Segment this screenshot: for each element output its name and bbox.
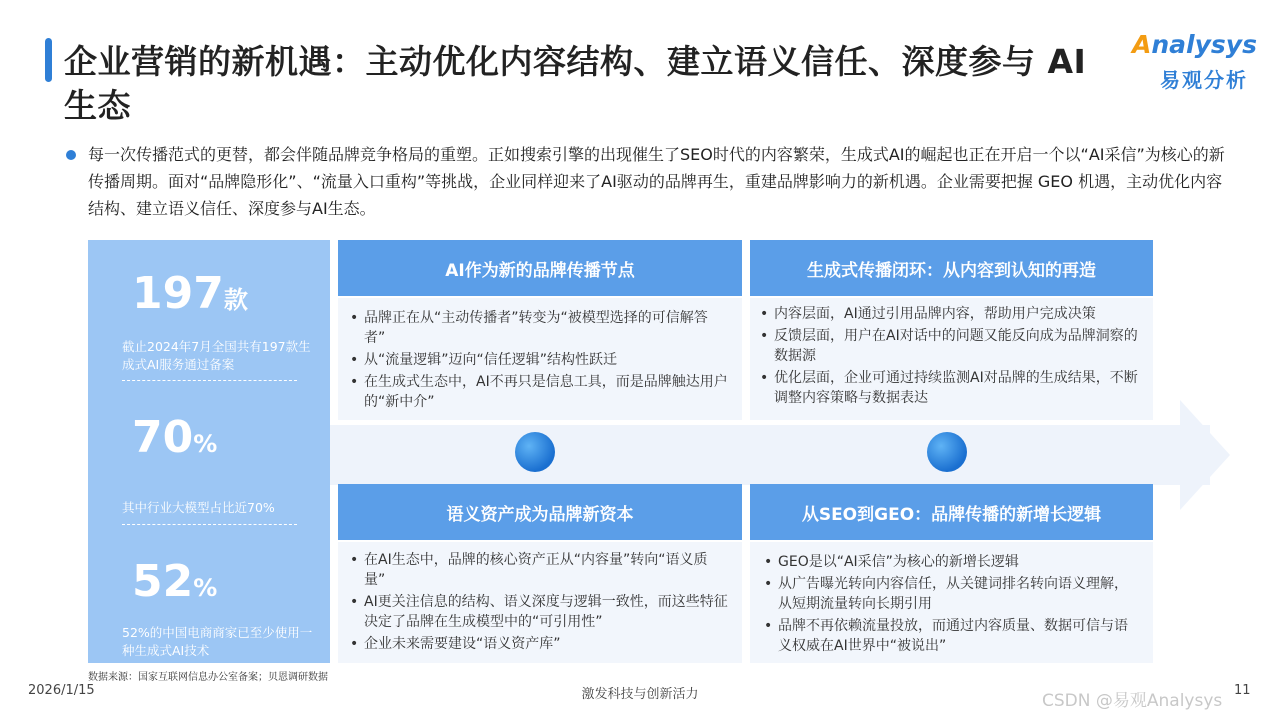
bullet-icon	[66, 150, 76, 160]
stat-number: 197款	[132, 268, 248, 319]
analysys-logo	[1132, 30, 1262, 92]
list-item: • GEO是以“AI采信”为核心的新增长逻辑	[760, 552, 1139, 572]
arrow-head-icon	[1180, 400, 1230, 510]
card-title: AI作为新的品牌传播节点	[338, 240, 742, 296]
card-title: 语义资产成为品牌新资本	[338, 484, 742, 540]
page-number: 11	[1234, 683, 1251, 698]
list-item: • 内容层面，AI通过引用品牌内容，帮助用户完成决策	[756, 304, 1147, 324]
list-item: • 企业未来需要建设“语义资产库”	[346, 634, 728, 654]
logo-text-en: Analysys	[1132, 30, 1257, 59]
list-item: • 从广告曝光转向内容信任，从关键词排名转向语义理解，从短期流量转向长期引用	[760, 574, 1139, 614]
card-body	[750, 542, 1153, 663]
stat-description: 截止2024年7月全国共有197款生成式AI服务通过备案	[122, 339, 311, 372]
list-item: • 品牌正在从“主动传播者”转变为“被模型选择的可信解答者”	[346, 308, 728, 348]
list-item: • 从“流量逻辑”迈向“信任逻辑”结构性跃迁	[346, 350, 728, 370]
data-source-note: 数据来源：国家互联网信息办公室备案；贝恩调研数据	[88, 672, 328, 683]
timeline-arrow-band	[330, 425, 1210, 485]
stat-description: 其中行业大模型占比近70%	[122, 500, 275, 515]
stat-number: 70%	[132, 412, 218, 463]
card-title: 生成式传播闭环：从内容到认知的再造	[750, 240, 1153, 296]
list-item: • 在AI生态中，品牌的核心资产正从“内容量”转向“语义质量”	[346, 550, 728, 590]
card-title: 从SEO到GEO：品牌传播的新增长逻辑	[750, 484, 1153, 540]
csdn-watermark: CSDN @易观Analysys	[1042, 691, 1223, 711]
list-item: • 在生成式生态中，AI不再只是信息工具，而是品牌触达用户的“新中介”	[346, 372, 728, 412]
title-accent-bar	[45, 38, 52, 82]
intro-paragraph: 每一次传播范式的更替，都会伴随品牌竞争格局的重塑。正如搜索引擎的出现催生了SEO时代的内容繁荣，生成式AI的崛起也正在开启一个以“AI采信”为核心的新传播周期。面对“品牌隐形化”、“流量入口重构”等挑战，企业同样迎来了AI驱动的品牌再生，重建品牌影响力的新机遇。企业需要把握 GEO 机遇，主动优化内容结构、建立语义信任、深度参与AI生态。	[88, 145, 1225, 218]
stat-description: 52%的中国电商商家已至少使用一种生成式AI技术	[122, 625, 313, 658]
list-item: • AI更关注信息的结构、语义深度与逻辑一致性，而这些特征决定了品牌在生成模型中的“可引用性”	[346, 592, 728, 632]
list-item: • 反馈层面，用户在AI对话中的问题又能反向成为品牌洞察的数据源	[756, 326, 1147, 366]
list-item: • 品牌不再依赖流量投放，而通过内容质量、数据可信与语义权威在AI世界中“被说出”	[760, 616, 1139, 656]
stats-panel	[88, 240, 330, 663]
list-item: • 优化层面，企业可通过持续监测AI对品牌的生成结果，不断调整内容策略与数据表达	[756, 368, 1147, 408]
divider	[122, 524, 297, 525]
card-body	[338, 298, 742, 420]
footer-slogan: 激发科技与创新活力	[581, 687, 699, 702]
card-body	[338, 542, 742, 663]
footer-date: 2026/1/15	[28, 683, 95, 698]
stat-number: 52%	[132, 556, 218, 607]
divider	[122, 380, 297, 381]
card-body	[750, 298, 1153, 420]
logo-text-cn: 易观分析	[1160, 68, 1248, 92]
timeline-node-icon	[515, 432, 555, 472]
timeline-node-icon	[927, 432, 967, 472]
page-title: 企业营销的新机遇：主动优化内容结构、建立语义信任、深度参与 AI 生态	[64, 42, 1087, 125]
